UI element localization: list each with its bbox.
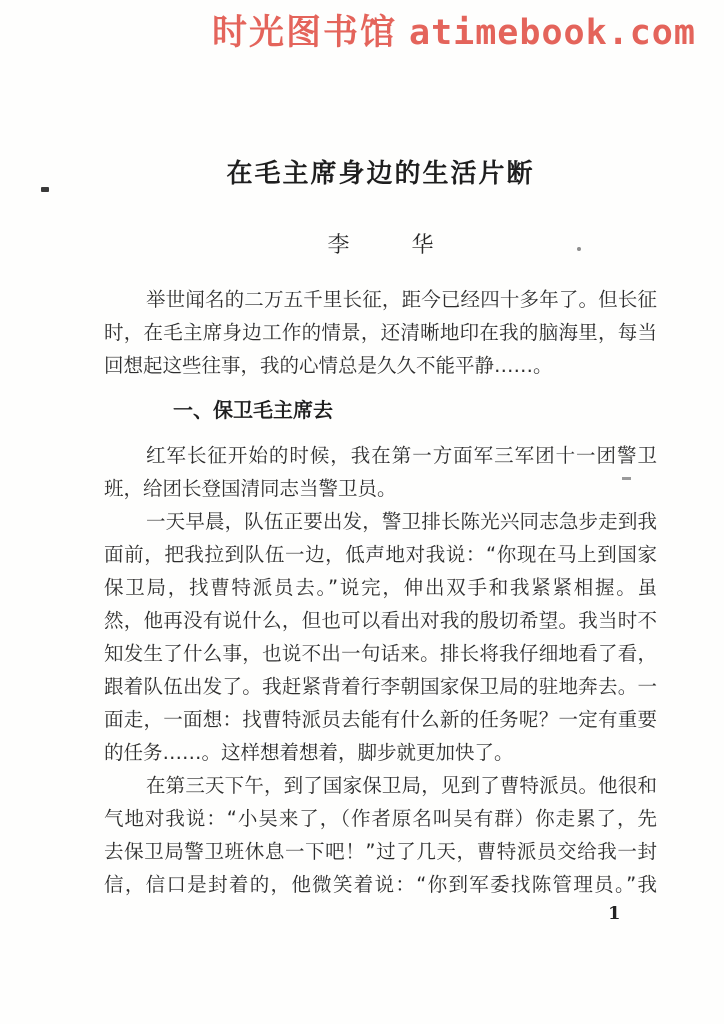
scan-speck xyxy=(622,477,631,480)
paragraph-line: 在第三天下午，到了国家保卫局，见到了曹特派员。他很和 xyxy=(146,774,657,797)
author-surname: 李 xyxy=(327,233,350,258)
body-text-column xyxy=(104,283,657,901)
paragraph-line: 红军长征开始的时候，我在第一方面军三军团十一团警卫 xyxy=(146,444,657,467)
paragraph-line: 跟着队伍出发了。我赶紧背着行李朝国家保卫局的驻地奔去。一 xyxy=(104,675,657,698)
paragraph-line: 保卫局，找曹特派员去。”说完，伸出双手和我紧紧相握。虽 xyxy=(104,576,657,599)
paragraph-line: 回想起这些往事，我的心情总是久久不能平静……。 xyxy=(104,354,553,377)
paragraph-line: 面走，一面想：找曹特派员去能有什么新的任务呢？一定有重要 xyxy=(104,708,657,731)
paragraph-line: 举世闻名的二万五千里长征，距今已经四十多年了。但长征 xyxy=(146,288,657,311)
article-title: 在毛主席身边的生活片断 xyxy=(226,159,535,189)
watermark-site-name: 时光图书馆 xyxy=(212,13,398,53)
scan-speck xyxy=(577,247,581,251)
paragraph-line: 班，给团长登国清同志当警卫员。 xyxy=(104,477,397,500)
paragraph-line: 然，他再没有说什么，但也可以看出对我的殷切希望。我当时不 xyxy=(104,609,657,632)
article-author xyxy=(104,228,657,259)
section-heading: 一、保卫毛主席去 xyxy=(173,398,333,422)
watermark xyxy=(212,5,696,55)
page-number: 1 xyxy=(608,903,621,924)
watermark-site-url: atimebook.com xyxy=(409,13,696,53)
paragraph-line: 去保卫局警卫班休息一下吧！”过了几天，曹特派员交给我一封 xyxy=(104,840,657,863)
paragraph-line: 的任务……。这样想着想着，脚步就更加快了。 xyxy=(104,741,514,764)
paragraph-line: 面前，把我拉到队伍一边，低声地对我说：“你现在马上到国家 xyxy=(104,543,657,566)
paragraph-line: 知发生了什么事，也说不出一句话来。排长将我仔细地看了看， xyxy=(104,642,657,665)
paragraph-line: 气地对我说：“小吴来了，（作者原名叫吴有群）你走累了，先 xyxy=(104,807,657,830)
author-given-name: 华 xyxy=(411,233,434,258)
scan-speck xyxy=(41,187,49,192)
paragraph-line: 信，信口是封着的，他微笑着说：“你到军委找陈管理员。”我 xyxy=(104,873,657,896)
paragraph-line: 时，在毛主席身边工作的情景，还清晰地印在我的脑海里，每当 xyxy=(104,321,657,344)
paragraph-line: 一天早晨，队伍正要出发，警卫排长陈光兴同志急步走到我 xyxy=(146,510,657,533)
